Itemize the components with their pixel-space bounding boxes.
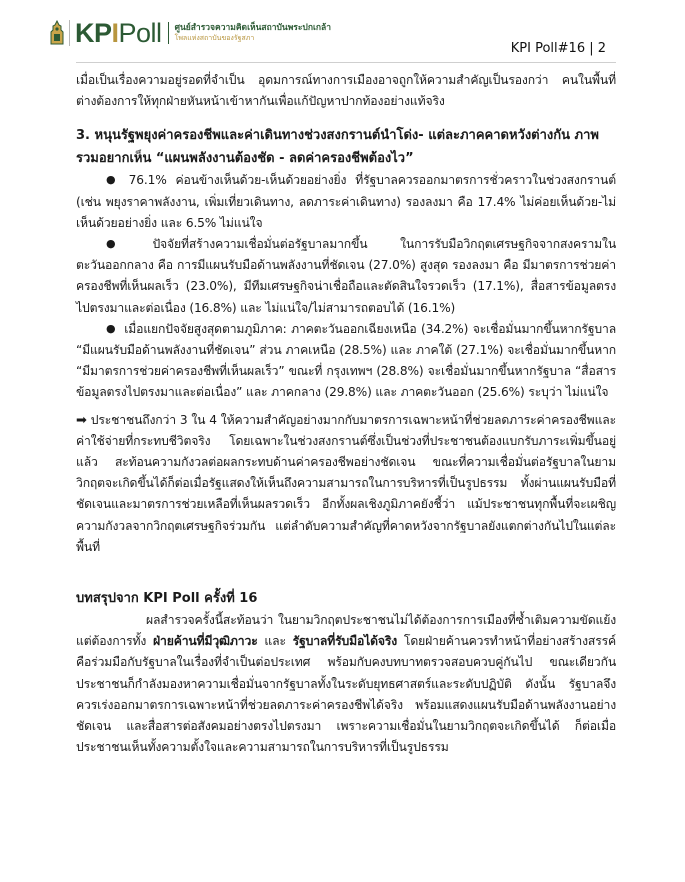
- kpi-poll-logo: [50, 17, 331, 49]
- bullet-item: ● ปัจจัยที่สร้างความเชื่อมั่นต่อรัฐบาลมากขึ้น ในการรับมือวิกฤตเศรษฐกิจจากสงครามในตะวันออกกลาง คือ การมีแผนรับมือด้านพลังงานที่ชัดเจน (27.0%) สูงสุด รองลงมา คือ มีมาตรการช่วยค่าครองชีพที่เห็นผลเร็ว (23.0%), มีทีมเศรษฐกิจน่าเชื่อถือและตัดสินใจรวดเร็ว (17.1%), สื่อสารข้อมูลตรงไปตรงมาและต่อเนื่อง (16.8%) และ ไม่แน่ใจ/ไม่สามารถตอบได้ (16.1%): [76, 237, 617, 315]
- logo-divider: [69, 20, 70, 46]
- bullet-dot-icon: ●: [106, 237, 145, 251]
- bullet-item: ● 76.1% ค่อนข้างเห็นด้วย-เห็นด้วยอย่างยิ่ง ที่รัฐบาลควรออกมาตรการชั่วคราวในช่วงสงกรานต์ (เช่น พยุงราคาพลังงาน, เพิ่มเที่ยวเดินทาง, ลดภาระค่าเดินทาง) รองลงมา คือ 17.4% ไม่ค่อยเห็นด้วย-ไม่เห็นด้วยอย่างยิ่ง และ 6.5% ไม่แน่ใจ: [76, 173, 616, 230]
- conclusion-paragraph: ➡ ประชาชนถึงกว่า 3 ใน 4 ให้ความสำคัญอย่างมากกับมาตรการเฉพาะหน้าที่ช่วยลดภาระค่าครองชีพและค่าใช้จ่ายที่กระทบชีวิตจริง โดยเฉพาะในช่วงสงกรานต์ซึ่งเป็นช่วงที่ประชาชนต้องแบกรับภาระเพิ่มขึ้นอยู่แล้ว สะท้อนความกังวลต่อผลกระทบด้านค่าครองชีพอย่างชัดเจน ขณะที่ความเชื่อมั่นต่อรัฐบาลในยามวิกฤตจะเกิดขึ้นได้ก็ต่อเมื่อรัฐแสดงให้เห็นถึงความสามารถในการบริหารที่เป็นรูปธรรม ทั้งผ่านแผนรับมือที่ชัดเจนและมาตรการช่วยเหลือที่เห็นผลรวดเร็ว อีกทั้งผลเชิงภูมิภาคยังชี้ว่า แม้ประชาชนทุกพื้นที่จะเผชิญความกังวลจากวิกฤตเศรษฐกิจร่วมกัน แต่ลำดับความสำคัญที่คาดหวังจากรัฐบาลยังแตกต่างกันไปในแต่ละพื้นที่: [76, 412, 616, 554]
- intro-paragraph: เมื่อเป็นเรื่องความอยู่รอดที่จำเป็น อุดมการณ์ทางการเมืองอาจถูกให้ความสำคัญเป็นรองกว่า คนในพื้นที่ต่างต้องการให้ทุกฝ่ายหันหน้าเข้าหากันเพื่อแก้ปัญหาปากท้องอย่างแท้จริง: [76, 73, 616, 109]
- brand-wordmark: KPIPoll: [75, 18, 162, 48]
- org-name-block: [175, 23, 331, 43]
- org-name: ศูนย์สำรวจความคิดเห็นสถาบันพระปกเกล้า: [174, 23, 332, 33]
- emblem-icon: [50, 20, 64, 46]
- bullet-dot-icon: ●: [106, 321, 117, 335]
- summary-title: บทสรุปจาก KPI Poll ครั้งที่ 16: [76, 591, 258, 607]
- header-divider: [76, 62, 616, 63]
- summary-paragraph: ผลสำรวจครั้งนี้สะท้อนว่า ในยามวิกฤตประชาชนไม่ได้ต้องการการเมืองที่ซ้ำเติมความขัดแย้ง แต่ต้องการทั้ง ฝ่ายค้านที่มีวุฒิภาวะ และ รัฐบาลที่รับมือได้จริง โดยฝ่ายค้านควรทำหน้าที่อย่างสร้างสรรค์ คือร่วมมือกับรัฐบาลในเรื่องที่จำเป็นต่อประเทศ พร้อมกับคงบทบาทตรวจสอบควบคู่กันไป ขณะเดียวกัน ประชาชนก็กำลังมองหาความเชื่อมั่นจากรัฐบาลทั้งในระดับยุทธศาสตร์และระดับปฏิบัติ ดังนั้น รัฐบาลจึงควรเร่งออกมาตรการเฉพาะหน้าที่ช่วยลดภาระค่าครองชีพได้จริง พร้อมแสดงแผนรับมือด้านพลังงานอย่างชัดเจน และสื่อสารต่อสังคมอย่างตรงไปตรงมา เพราะความเชื่อมั่นในยามวิกฤตจะเกิดขึ้นได้ ก็ต่อเมื่อประชาชนเห็นทั้งความตั้งใจและความสามารถในการบริหารที่เป็นรูปธรรม: [76, 613, 617, 755]
- highlight-government: รัฐบาลที่รับมือได้จริง: [292, 634, 398, 649]
- bullet-item: ● เมื่อแยกปัจจัยสูงสุดตามภูมิภาค: ภาคตะวันออกเฉียงเหนือ (34.2%) จะเชื่อมั่นมากขึ้นหากรัฐบาล “มีแผนรับมือด้านพลังงานที่ชัดเจน” ส่วน ภาคเหนือ (28.5%) และ ภาคใต้ (27.1%) จะเชื่อมั่นมากขึ้นหาก “มีมาตรการช่วยค่าครองชีพที่เห็นผลเร็ว” ขณะที่ กรุงเทพฯ (28.8%) จะเชื่อมั่นมากขึ้นหากรัฐบาล “สื่อสารข้อมูลตรงไปตรงมาและต่อเนื่อง” และ ภาคกลาง (29.8%) และ ภาคตะวันออก (25.6%) ระบุว่า ไม่แน่ใจ: [76, 321, 617, 400]
- highlight-opposition: ฝ่ายค้านที่มีวุฒิภาวะ: [153, 634, 258, 649]
- page-number-label: KPI Poll#16 | 2: [510, 41, 606, 56]
- section-3-heading: 3. หนุนรัฐพยุงค่าครองชีพและค่าเดินทางช่วงสงกรานต์นำโด่ง- แต่ละภาคคาดหวังต่างกัน ภาพรวมอยากเห็น “แผนพลังงานต้องชัด - ลดค่าครองชีพต้องไว”: [76, 128, 599, 167]
- page-header: [0, 0, 685, 62]
- document-body: [76, 70, 616, 758]
- logo-divider-2: [168, 22, 169, 44]
- arrow-right-icon: ➡: [76, 412, 87, 428]
- bullet-dot-icon: ●: [106, 173, 121, 187]
- org-subtitle: โพลแห่งสถาบันของรัฐสภา: [174, 34, 255, 42]
